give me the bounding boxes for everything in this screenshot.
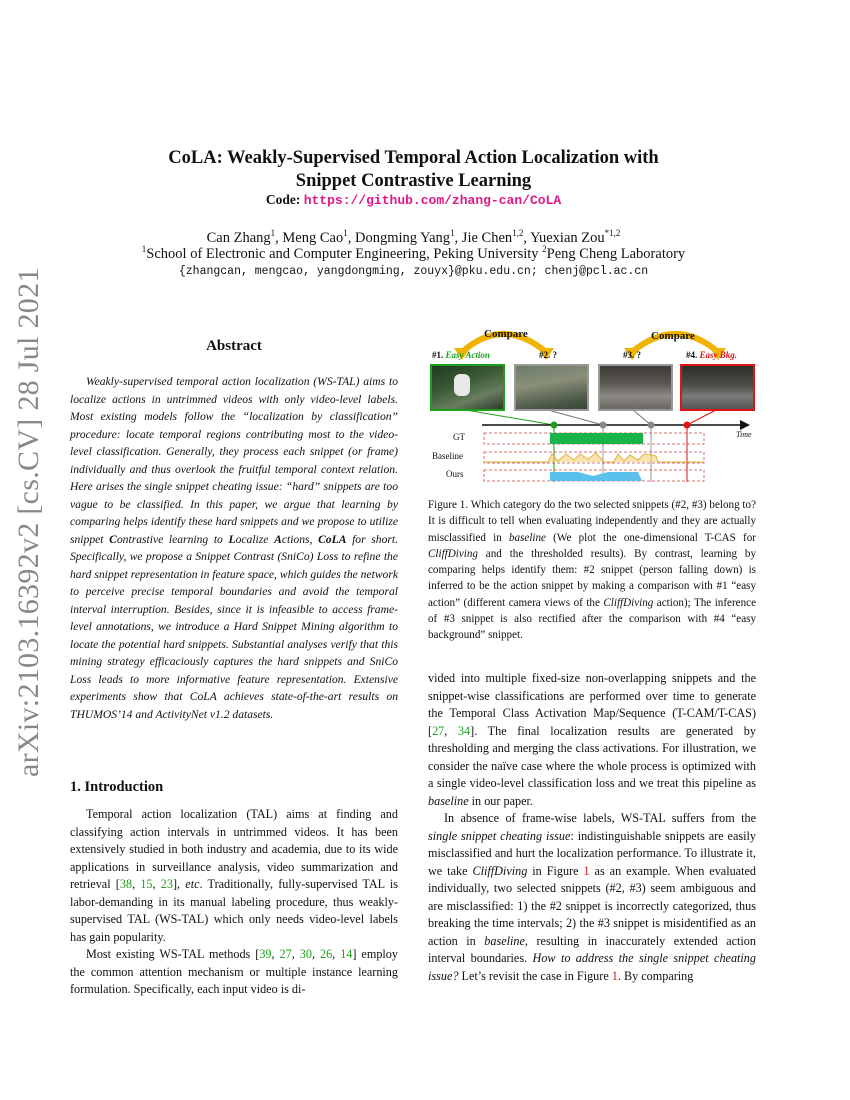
text: in our paper.: [468, 793, 533, 808]
author-sup: 1: [270, 228, 276, 238]
code-label: Code:: [265, 192, 301, 207]
text: vided into multiple fixed-size non-overlapping snippets and the snippet-wise classifications are performed over time to generate the Temporal Class Activation Map/Sequence (T-CAM/T-CAS)[: [428, 671, 756, 738]
snippet-thumbnail-1: [430, 364, 505, 411]
snippet-label-4: [686, 350, 737, 360]
citation-link[interactable]: 26: [319, 947, 333, 961]
paragraph: vided into multiple fixed-size non-overlapping snippets and the snippet-wise classifications are performed over time to generate the Temporal Class Activation Map/Sequence (T-CAM/T-CAS)[27, 34]. The final localization results are generated by thresholding and merging the class activations. For illustration, we consider the naïve case where the whole process is optimized with a single video-level classification loss and we treat this pipeline as baseline in our paper.: [428, 671, 756, 808]
author-list: Can Zhang$^1$, Meng Cao$^1$, Dongming Yang$^1$, Jie Chen$^{1,2}$, Yuexian Zou$^{*1,2}$: [206, 228, 621, 246]
row-label-gt: GT: [453, 432, 465, 442]
text: : indistinguishable snippets are easily misclassified and hurt the localization performance. To illustrate it, we take: [428, 828, 756, 878]
section-heading-introduction: 1. Introduction: [70, 779, 164, 795]
figure-1: [428, 318, 758, 490]
intro-column: [70, 806, 398, 999]
text: single snippet cheating issue: [428, 828, 571, 843]
affil-sup: 1: [141, 244, 147, 254]
citation-link[interactable]: 15: [140, 877, 153, 891]
code-line: [60, 192, 767, 208]
text: and the thresholded results). By contrast, learning by comparing helps identify them: #2 snippet (person falling down) is inferred to be the action snippet by making a comparison with #1 “easy action” (different camera views of the: [428, 547, 756, 609]
author-sup: 1: [343, 228, 348, 238]
abstract-heading: Abstract: [206, 338, 262, 354]
citation-link[interactable]: 14: [340, 947, 353, 961]
gt-segment: [550, 433, 643, 444]
abstract-bold: L: [228, 532, 236, 546]
paper-title: [60, 147, 767, 193]
code-url-link[interactable]: https://github.com/zhang-can/CoLA: [303, 193, 562, 208]
label-num: #4.: [686, 350, 698, 360]
citation-link[interactable]: 34: [457, 723, 471, 738]
citation-link[interactable]: 39: [259, 947, 272, 961]
baseline-curve: [484, 453, 704, 462]
snippet-thumbnail-4: [680, 364, 755, 411]
abstract-text: ocalize: [235, 532, 275, 546]
text: . By comparing: [617, 968, 694, 983]
citation-link[interactable]: 23: [160, 877, 173, 891]
abstract-text: Weakly-supervised temporal action localization (WS-TAL) aims to localize actions in untrimmed videos with only video-level labels. Most existing models follow the “localization by classification” procedure: locate temporal regions contributing most to the video-level classification. Generally, they process each snippet (or frame) individually and thus overlook the fruitful temporal context relation. Here arises the single snippet cheating issue: “hard” snippets are too vague to be classified. In this paper, we argue that learning by comparing helps identify these hard snippets and we propose to utilize snippet: [70, 375, 398, 546]
label-text: Easy Bkg.: [699, 350, 738, 360]
row-label-ours: Ours: [446, 469, 464, 479]
figure-caption: [428, 497, 756, 644]
text: ] employ the common attention mechanism or multiple instance learning formulation. Specifically, each input video is di-: [70, 947, 398, 996]
text: , resulting in inaccurately extended action interval boundaries.: [428, 933, 756, 965]
arxiv-id: arXiv:2103.16392v2 [cs.CV] 28 Jul 2021: [12, 267, 45, 777]
snippet-marker: [551, 422, 558, 429]
time-label: Time: [736, 430, 752, 439]
title-line-2: Snippet Contrastive Learning: [295, 171, 532, 191]
label-num: #1.: [432, 350, 444, 360]
text: baseline: [508, 531, 546, 544]
author-name: Dongming Yang: [354, 229, 451, 246]
time-arrowhead: [740, 420, 750, 430]
abstract-text: ontrastive learning to: [116, 532, 229, 546]
snippet-marker: [684, 422, 691, 429]
abstract-bold: A: [274, 532, 282, 546]
text: action); The inference of #3 snippet is also rectified after the comparison with #4 “easy background” snippet.: [428, 596, 756, 642]
paragraph: Temporal action localization (TAL) aims at finding and classifying action intervals in untrimmed videos. It has been extensively studied in both industry and academia, due to its wide applications in surveillance analysis, video summarization and retrieval [38, 15, 23], etc. Traditionally, fully-supervised TAL is labor-demanding in its manual labeling procedure, thus weakly-supervised TAL (WS-TAL) which only needs video-level labels has gain popularity.: [70, 807, 399, 944]
affil-sup: 2: [542, 244, 547, 254]
snippet-thumbnail-2: [514, 364, 589, 411]
author-name: Yuexian Zou: [530, 229, 605, 246]
snippet-thumbnail-3: [598, 364, 673, 411]
affil-2: Peng Cheng Laboratory: [546, 245, 686, 262]
text: In absence of frame-wise labels, WS-TAL suffers from the: [444, 811, 756, 825]
author-name: Jie Chen: [461, 229, 513, 246]
paragraph: [428, 810, 756, 985]
affiliations: [60, 244, 767, 263]
connector-line: [687, 410, 716, 425]
connector-line: [466, 410, 554, 425]
arxiv-sidebar: [8, 267, 48, 780]
text: Let’s revisit the case in Figure: [458, 968, 612, 983]
snippet-label-1: [432, 350, 490, 360]
snippet-marker: [648, 422, 655, 429]
ours-curve: [550, 472, 642, 481]
text: ]. The final localization results are generated by thresholding and merging the class activations. For illustration, we consider the naïve case where the whole process is optimized with a single video-level classification loss and we treat this pipeline as: [428, 723, 756, 790]
abstract-body: [70, 373, 398, 723]
text: Figure 1. Which category do the two selected snippets (#2, #3) belong to? It is difficult to tell when evaluating independently and they are actually misclassified in: [428, 499, 756, 544]
snippet-marker: [600, 422, 607, 429]
text: in Figure: [527, 863, 584, 878]
text: as an example. When evaluated individually, two selected snippets (#2, #3) seem ambiguous and are misclassified: 1) the #2 snippet is incorrectly categorized, thus breaking the time intervals; 2) the #3 snippet is misidentified as an action in: [428, 863, 756, 948]
paragraph: Most existing WS-TAL methods [39, 27, 30, 26, 14] employ the common attention mechanism or multiple instance learning formulation. Specifically, each input video is di-: [70, 947, 398, 996]
citation-link[interactable]: 27: [279, 947, 292, 961]
text: How to address the single snippet cheating issue?: [428, 951, 756, 983]
text: etc: [185, 877, 200, 891]
abstract-text: for short. Specifically, we propose a Snippet Contrast (SniCo) Loss to refine the hard snippet representation in feature space, which guides the network to perceive precise temporal boundaries and avoid the temporal interval interruption. Besides, since it is infeasible to access frame-level annotations, we introduce a Hard Snippet Mining algorithm to locate the potential hard snippets. Substantial analyses verify that this mining strategy efficaciously captures the hard snippets and SniCo Loss leads to more informative feature representation. Extensive experiments show that CoLA achieves state-of-the-art results on THUMOS’14 and ActivityNet v1.2 datasets.: [70, 532, 399, 721]
title-line-1: CoLA: Weakly-Supervised Temporal Action Localization with: [168, 148, 659, 168]
compare-label: Compare: [651, 330, 695, 342]
abstract-bold: CoLA: [318, 532, 347, 546]
text: baseline: [428, 793, 469, 808]
affil-1: School of Electronic and Computer Engineering, Peking University: [146, 245, 539, 262]
figure-ref-link[interactable]: 1: [583, 863, 590, 878]
author-name: Can Zhang: [206, 229, 271, 246]
citation-link[interactable]: 30: [299, 947, 312, 961]
author-sup: *1,2: [604, 228, 621, 238]
abstract-bold: C: [109, 532, 117, 546]
author-name: Meng Cao: [282, 229, 344, 246]
row-label-baseline: Baseline: [432, 451, 463, 461]
text: (We plot the one-dimensional T-CAS for: [545, 531, 756, 544]
connector-line: [633, 410, 651, 425]
figure-ref-link[interactable]: 1: [611, 968, 618, 983]
author-sup: 1: [450, 228, 455, 238]
snippet-label-3: #3. ?: [623, 350, 641, 360]
label-text: Easy Action: [445, 350, 490, 360]
text: CliffDiving: [603, 596, 654, 609]
author-emails: {zhangcan, mengcao, yangdongming, zouyx}@pku.edu.cn; chenj@pcl.ac.cn: [178, 265, 649, 278]
right-column: [428, 670, 756, 985]
text: CliffDiving: [472, 863, 528, 878]
compare-label: Compare: [484, 328, 528, 340]
citation-link[interactable]: 38: [119, 877, 133, 891]
text: baseline: [484, 933, 525, 948]
citation-link[interactable]: 27: [432, 723, 445, 738]
abstract-text: ctions,: [281, 532, 319, 546]
text: ],: [172, 877, 186, 891]
text: Temporal action localization (TAL) aims at finding and classifying action intervals in untrimmed videos. It has been extensively studied in both industry and academia, due to its wide applications in surveillance analysis, video summarization and retrieval [: [70, 807, 398, 891]
person-shape: [454, 374, 470, 396]
author-sup: 1,2: [512, 228, 524, 238]
snippet-label-2: #2. ?: [539, 350, 557, 360]
text: CliffDiving: [428, 547, 478, 560]
text: . Traditionally, fully-supervised TAL is labor-demanding in its manual labeling procedure, thus weakly-supervised TAL (WS-TAL) which only needs video-level labels has gain popularity.: [70, 877, 399, 944]
text: Most existing WS-TAL methods [: [86, 947, 260, 961]
